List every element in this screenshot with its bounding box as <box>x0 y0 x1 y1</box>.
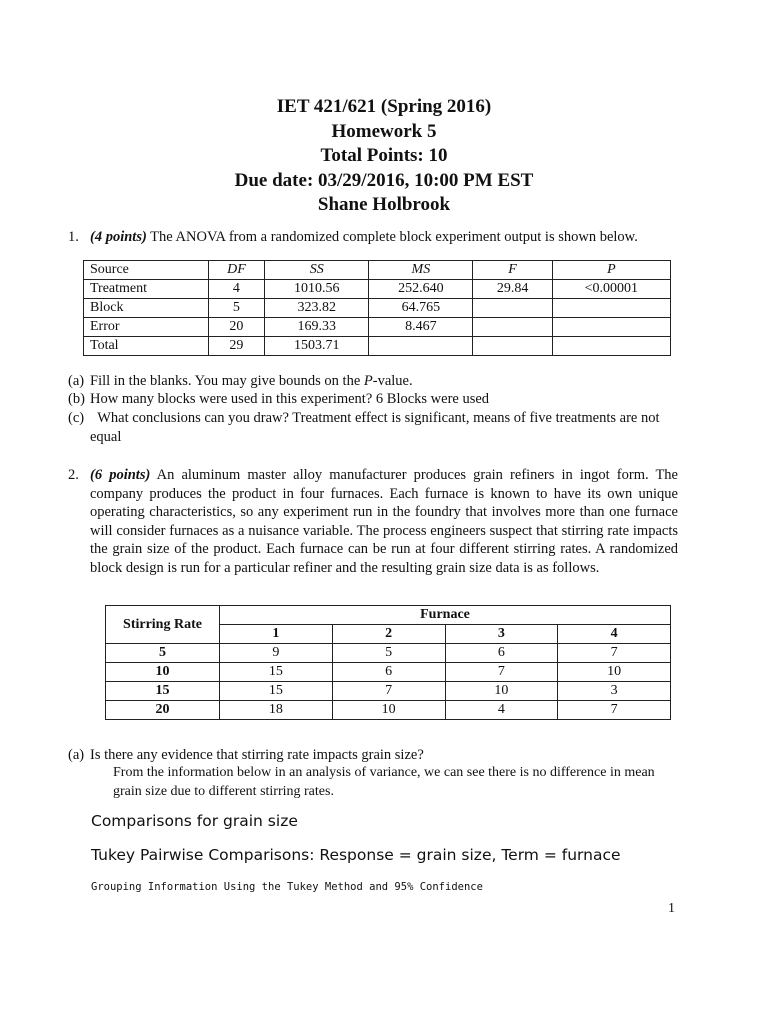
part-text <box>90 372 678 391</box>
part-text: Is there any evidence that stirring rate impacts grain size? <box>90 747 424 763</box>
question-body: An aluminum master alloy manufacturer produces grain refiners in ingot form. The company produces the product in four furnaces. Each furnace is known to have its own unique operating characteristics, so any experiment run in the foundry that involves more than one furnace will consider furnaces as a nuisance variable. The process engineers suspect that stirring rate impacts the grain size of the product. Each furnace can be run at four different stirring rates. A randomized block design is run for a particular refiner and the resulting grain size data is as follows. <box>90 467 678 576</box>
total-points: Total Points: 10 <box>320 145 448 166</box>
part-text-post: -value. <box>372 373 413 389</box>
table-cell: 7 <box>558 701 671 720</box>
table-row <box>106 682 671 701</box>
table-row <box>84 337 671 356</box>
table-cell: Error <box>84 318 209 337</box>
table-cell: 3 <box>558 682 671 701</box>
table-cell: 169.33 <box>265 318 369 337</box>
due-date: Due date: 03/29/2016, 10:00 PM EST <box>234 169 534 191</box>
table-cell: 7 <box>445 663 558 682</box>
course-title: IET 421/621 (Spring 2016) <box>276 96 492 117</box>
table-cell: 252.640 <box>369 280 473 299</box>
part-text: What conclusions can you draw? Treatment effect is significant, means of five treatments are not equal <box>90 410 664 445</box>
part-c <box>68 409 678 447</box>
table-header-cell: Source <box>84 261 209 280</box>
table-cell: 29.84 <box>473 280 552 299</box>
table-cell: 6 <box>332 663 445 682</box>
table-header-cell: MS <box>369 261 473 280</box>
grouping-info: Grouping Information Using the Tukey Method and 95% Confidence <box>91 881 483 893</box>
stirring-rate: 20 <box>106 701 220 720</box>
table-cell: 323.82 <box>265 299 369 318</box>
part-text-italic: P <box>363 373 373 389</box>
table-cell <box>552 299 670 318</box>
table-row <box>106 644 671 663</box>
table-cell: 29 <box>208 337 264 356</box>
table-row <box>84 280 671 299</box>
part-a <box>68 372 678 391</box>
q2-part-a-answer: From the information below in an analysis of variance, we can see there is no difference in mean grain size due to different stirring rates. <box>113 765 655 799</box>
table-header-cell: P <box>552 261 670 280</box>
table-header-row <box>84 261 671 280</box>
question-number: 2. <box>68 467 79 483</box>
table-cell: 10 <box>558 663 671 682</box>
table-header-cell: F <box>473 261 552 280</box>
part-text: How many blocks were used in this experiment? 6 Blocks were used <box>90 391 490 407</box>
part-label: (a) <box>68 373 85 389</box>
table-cell: 9 <box>220 644 333 663</box>
part-label: (b) <box>68 391 85 407</box>
furnace-header: Furnace <box>220 606 671 625</box>
tukey-title: Tukey Pairwise Comparisons: Response = grain size, Term = furnace <box>91 846 621 864</box>
table-cell: Total <box>84 337 209 356</box>
table-cell: 1503.71 <box>265 337 369 356</box>
furnace-number: 1 <box>220 625 333 644</box>
part-text-pre: Fill in the blanks. You may give bounds on the <box>90 373 364 389</box>
stirring-rate-header: Stirring Rate <box>106 606 220 644</box>
document-header <box>0 95 768 218</box>
table-cell: 64.765 <box>369 299 473 318</box>
table-cell: 5 <box>332 644 445 663</box>
table-cell: Block <box>84 299 209 318</box>
stirring-rate: 10 <box>106 663 220 682</box>
question-1 <box>68 228 678 247</box>
table-cell: 20 <box>208 318 264 337</box>
question-points: (4 points) <box>90 229 147 245</box>
page-number: 1 <box>668 901 675 916</box>
comparisons-title: Comparisons for grain size <box>91 812 298 830</box>
table-header-row <box>106 606 671 625</box>
table-cell <box>473 318 552 337</box>
stirring-rate: 15 <box>106 682 220 701</box>
table-cell: 15 <box>220 663 333 682</box>
table-cell: 1010.56 <box>265 280 369 299</box>
question-2 <box>68 466 678 577</box>
table-cell: 10 <box>332 701 445 720</box>
stirring-rate: 5 <box>106 644 220 663</box>
table-header-cell: DF <box>208 261 264 280</box>
furnace-number: 3 <box>445 625 558 644</box>
table-cell <box>552 318 670 337</box>
question-body: The ANOVA from a randomized complete block experiment output is shown below. <box>146 229 638 245</box>
table-cell <box>552 337 670 356</box>
table-cell: 15 <box>220 682 333 701</box>
table-cell <box>473 299 552 318</box>
question-points: (6 points) <box>90 467 151 483</box>
table-row <box>84 299 671 318</box>
table-cell: 6 <box>445 644 558 663</box>
table-cell: 5 <box>208 299 264 318</box>
table-cell: 7 <box>332 682 445 701</box>
question-number: 1. <box>68 229 79 245</box>
homework-title: Homework 5 <box>331 120 437 142</box>
table-cell: 7 <box>558 644 671 663</box>
author-name: Shane Holbrook <box>317 194 451 215</box>
table-row <box>84 318 671 337</box>
part-label: (c) <box>68 410 85 426</box>
table-cell: 4 <box>445 701 558 720</box>
part-label: (a) <box>68 747 85 763</box>
table-cell <box>369 337 473 356</box>
table-cell: 18 <box>220 701 333 720</box>
table-cell: <0.00001 <box>552 280 670 299</box>
question-text <box>90 466 678 577</box>
table-cell: 8.467 <box>369 318 473 337</box>
table-cell: 4 <box>208 280 264 299</box>
table-row <box>106 663 671 682</box>
table-row <box>106 701 671 720</box>
furnace-number: 2 <box>332 625 445 644</box>
grain-size-table <box>105 605 671 720</box>
part-b <box>68 390 678 409</box>
table-cell: 10 <box>445 682 558 701</box>
furnace-number: 4 <box>558 625 671 644</box>
table-cell: Treatment <box>84 280 209 299</box>
table-cell <box>473 337 552 356</box>
q2-part-a <box>68 746 678 765</box>
table-header-cell: SS <box>265 261 369 280</box>
anova-table <box>83 260 671 356</box>
question-text <box>90 228 678 247</box>
